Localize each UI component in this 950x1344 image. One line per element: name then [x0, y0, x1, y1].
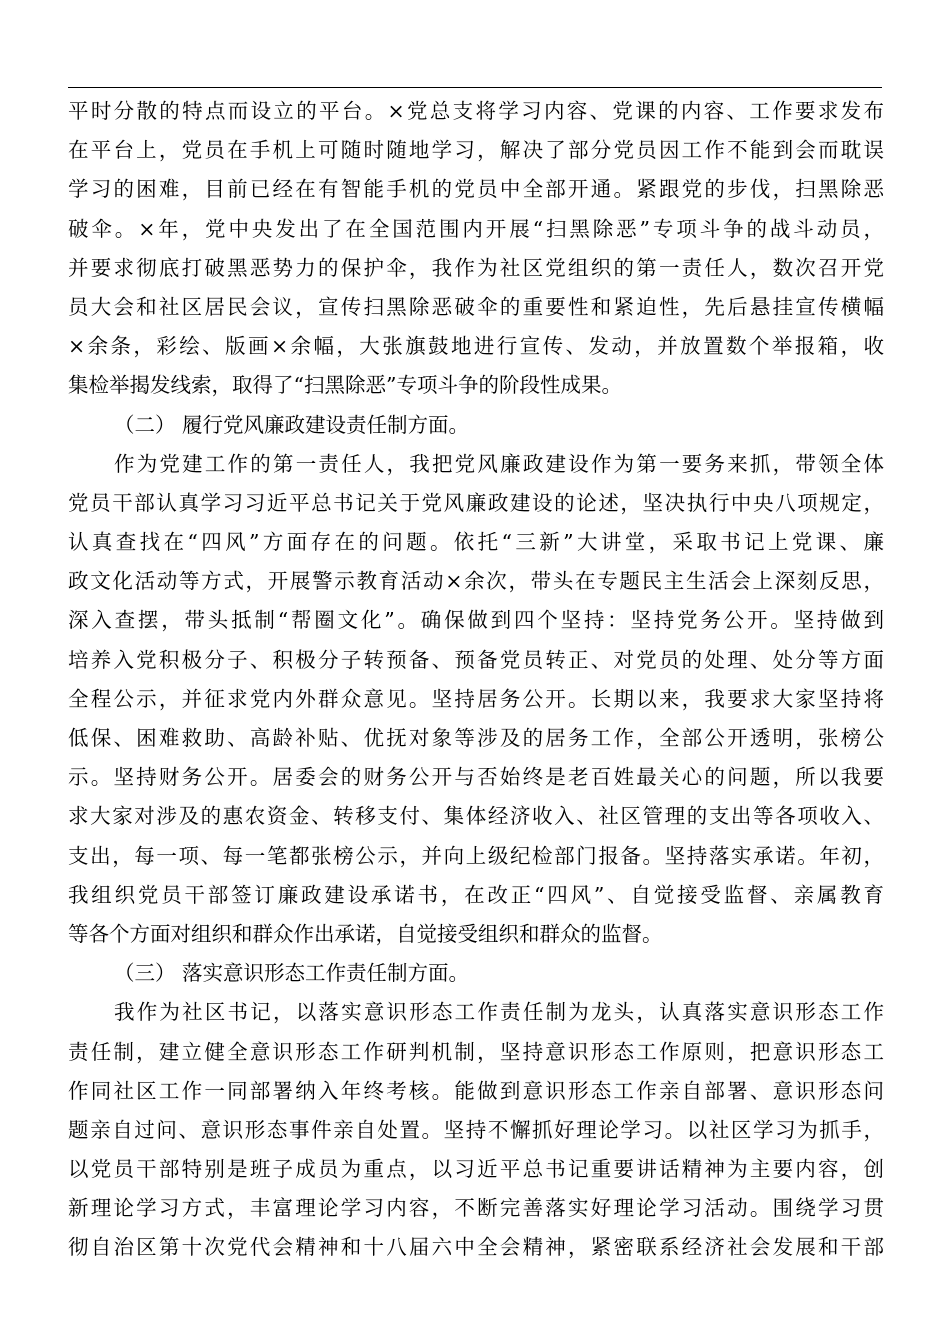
text-line: 在平台上，党员在手机上可随时随地学习，解决了部分党员因工作不能到会而耽误 — [68, 138, 884, 163]
text-line: 全程公示，并征求党内外群众意见。坚持居务公开。长期以来，我要求大家坚持将 — [68, 686, 884, 711]
text-line: 集检举揭发线索，取得了“扫黑除恶”专项斗争的阶段性成果。 — [68, 373, 622, 398]
text-line: 以党员干部特别是班子成员为重点，以习近平总书记重要讲话精神为主要内容，创 — [68, 1157, 884, 1182]
text-line: 题亲自过问、意识形态事件亲自处置。坚持不懈抓好理论学习。以社区学习为抓手， — [68, 1117, 884, 1142]
text-line: 我组织党员干部签订廉政建设承诺书，在改正“四风”、自觉接受监督、亲属教育 — [68, 882, 884, 907]
text-line: 平时分散的特点而设立的平台。×党总支将学习内容、党课的内容、工作要求发布 — [68, 99, 884, 123]
text-line: 作同社区工作一同部署纳入年终考核。能做到意识形态工作亲自部署、意识形态问 — [68, 1078, 884, 1103]
text-line: 我作为社区书记，以落实意识形态工作责任制为龙头，认真落实意识形态工作 — [114, 1000, 884, 1025]
text-line: 深入查摆，带头抵制“帮圈文化”。确保做到四个坚持：坚持党务公开。坚持做到 — [68, 608, 884, 633]
header-rule — [68, 87, 882, 88]
text-line: 求大家对涉及的惠农资金、转移支付、集体经济收入、社区管理的支出等各项收入、 — [68, 804, 884, 829]
text-line: 示。坚持财务公开。居委会的财务公开与否始终是老百姓最关心的问题，所以我要 — [68, 765, 884, 790]
document-body — [68, 92, 884, 1268]
text-line: ×余条，彩绘、版画×余幅，大张旗鼓地进行宣传、发动，并放置数个举报箱，收 — [68, 334, 884, 359]
text-line: 责任制，建立健全意识形态工作研判机制，坚持意识形态工作原则，把意识形态工 — [68, 1039, 884, 1064]
text-line: 认真查找在“四风”方面存在的问题。依托“三新”大讲堂，采取书记上党课、廉 — [68, 530, 884, 555]
text-line: 新理论学习方式，丰富理论学习内容，不断完善落实好理论学习活动。围绕学习贯 — [68, 1196, 884, 1221]
text-line: 培养入党积极分子、积极分子转预备、预备党员转正、对党员的处理、处分等方面 — [68, 647, 884, 672]
text-line: 支出，每一项、每一笔都张榜公示，并向上级纪检部门报备。坚持落实承诺。年初， — [68, 843, 884, 868]
text-line: 并要求彻底打破黑恶势力的保护伞，我作为社区党组织的第一责任人，数次召开党 — [68, 255, 884, 280]
text-line: 党员干部认真学习习近平总书记关于党风廉政建设的论述，坚决执行中央八项规定， — [68, 490, 884, 515]
section-heading: （三） 落实意识形态工作责任制方面。 — [114, 961, 470, 986]
section-heading: （二） 履行党风廉政建设责任制方面。 — [114, 412, 470, 437]
text-line: 学习的困难，目前已经在有智能手机的党员中全部开通。紧跟党的步伐，扫黑除恶 — [68, 177, 884, 202]
text-line: 破伞。×年，党中央发出了在全国范围内开展“扫黑除恶”专项斗争的战斗动员， — [68, 216, 884, 241]
text-line: 作为党建工作的第一责任人，我把党风廉政建设作为第一要务来抓，带领全体 — [114, 451, 884, 476]
text-line: 彻自治区第十次党代会精神和十八届六中全会精神，紧密联系经济社会发展和干部 — [68, 1235, 884, 1260]
text-line: 低保、困难救助、高龄补贴、优抚对象等涉及的居务工作，全部公开透明，张榜公 — [68, 726, 884, 750]
text-line: 等各个方面对组织和群众作出承诺，自觉接受组织和群众的监督。 — [68, 921, 663, 946]
text-line: 政文化活动等方式，开展警示教育活动×余次，带头在专题民主生活会上深刻反思， — [68, 569, 884, 594]
text-line: 员大会和社区居民会议，宣传扫黑除恶破伞的重要性和紧迫性，先后悬挂宣传横幅 — [68, 294, 884, 319]
